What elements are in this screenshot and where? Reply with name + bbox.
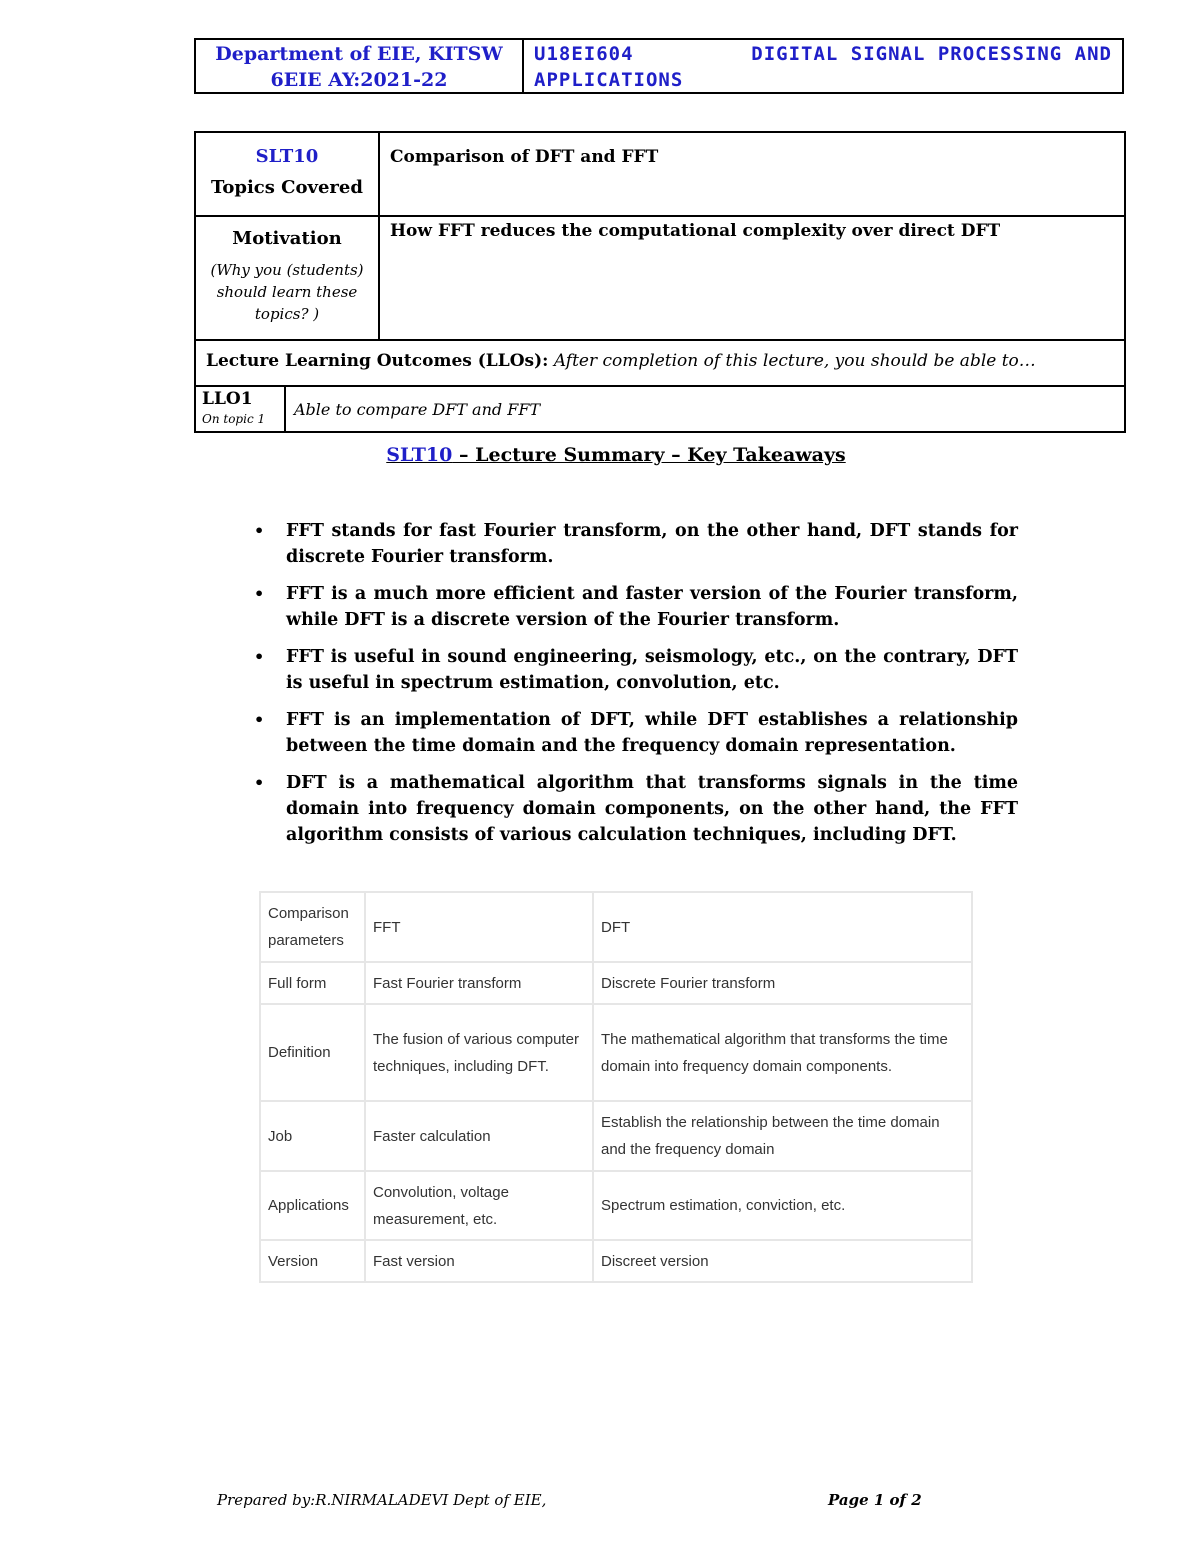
list-item: • FFT is a much more efficient and faster version of the Fourier transform, while DFT is a discrete version of the Fourier transform.: [252, 581, 1018, 633]
course-code: U18EI604: [534, 43, 634, 65]
course-cell: [524, 40, 1122, 92]
course-title-line1: DIGITAL SIGNAL PROCESSING AND: [751, 43, 1112, 65]
table-row: [260, 1240, 972, 1282]
takeaways-list: [252, 518, 1018, 859]
table-row: [260, 892, 972, 962]
page-number: Page 1 of 2: [828, 1491, 922, 1509]
department-cell: [196, 40, 524, 92]
llo1-label-cell: [196, 387, 285, 431]
motivation-note: (Why you (students) should learn these topics? ): [210, 261, 364, 323]
table-cell: Definition: [260, 1004, 365, 1101]
table-cell: Applications: [260, 1171, 365, 1240]
academic-year: 6EIE AY:2021-22: [270, 69, 448, 91]
table-cell: Establish the relationship between the time domain and the frequency domain: [593, 1101, 972, 1171]
motivation-label-cell: [195, 216, 379, 340]
table-cell: Job: [260, 1101, 365, 1171]
list-item: • DFT is a mathematical algorithm that transforms signals in the time domain into frequency domain components, on the other hand, the FFT algorithm consists of various calculation techniques, including DFT.: [252, 770, 1018, 848]
table-cell: Convolution, voltage measurement, etc.: [365, 1171, 593, 1240]
topics-label-cell: [195, 132, 379, 216]
summary-title-text: – Lecture Summary – Key Takeaways: [452, 444, 846, 466]
motivation-label: Motivation: [232, 228, 342, 249]
table-cell: Faster calculation: [365, 1101, 593, 1171]
table-row: [260, 1101, 972, 1171]
table-cell: The mathematical algorithm that transforms the time domain into frequency domain components.: [593, 1004, 972, 1101]
table-cell: Fast version: [365, 1240, 593, 1282]
table-cell: Version: [260, 1240, 365, 1282]
summary-code: SLT10: [386, 444, 453, 466]
table-cell: The fusion of various computer techniques, including DFT.: [365, 1004, 593, 1101]
table-cell: FFT: [365, 892, 593, 962]
llo-heading-cell: [195, 340, 1125, 386]
table-row: [260, 1171, 972, 1240]
slt-code: SLT10: [255, 146, 319, 167]
llo1-row: [195, 386, 1125, 432]
table-row: [260, 1004, 972, 1101]
table-cell: DFT: [593, 892, 972, 962]
motivation-value: How FFT reduces the computational complexity over direct DFT: [379, 216, 1125, 340]
list-item: • FFT is useful in sound engineering, seismology, etc., on the contrary, DFT is useful in spectrum estimation, convolution, etc.: [252, 644, 1018, 696]
list-item: • FFT stands for fast Fourier transform, on the other hand, DFT stands for discrete Fourier transform.: [252, 518, 1018, 570]
prepared-by: Prepared by:R.NIRMALADEVI Dept of EIE,: [217, 1491, 547, 1509]
llo-heading: Lecture Learning Outcomes (LLOs):: [206, 351, 549, 371]
course-title-line2: APPLICATIONS: [534, 69, 684, 91]
list-item: • FFT is an implementation of DFT, while DFT establishes a relationship between the time domain and the frequency domain representation.: [252, 707, 1018, 759]
llo1-text: Able to compare DFT and FFT: [294, 399, 541, 419]
topics-value: Comparison of DFT and FFT: [379, 132, 1125, 216]
table-cell: Spectrum estimation, conviction, etc.: [593, 1171, 972, 1240]
table-cell: Comparison parameters: [260, 892, 365, 962]
table-row: [260, 962, 972, 1004]
llo1-subtitle: On topic 1: [202, 412, 266, 426]
table-cell: Discreet version: [593, 1240, 972, 1282]
table-cell: Fast Fourier transform: [365, 962, 593, 1004]
table-cell: Full form: [260, 962, 365, 1004]
llo-subheading: After completion of this lecture, you should be able to…: [553, 351, 1036, 371]
topics-label: Topics Covered: [211, 177, 363, 198]
lecture-info-table: [194, 131, 1126, 433]
department-name: Department of EIE, KITSW: [215, 43, 503, 65]
document-header: [194, 38, 1124, 94]
llo1-code: LLO1: [202, 389, 253, 409]
table-cell: Discrete Fourier transform: [593, 962, 972, 1004]
summary-title: [0, 444, 1200, 466]
comparison-table: [259, 891, 973, 1283]
